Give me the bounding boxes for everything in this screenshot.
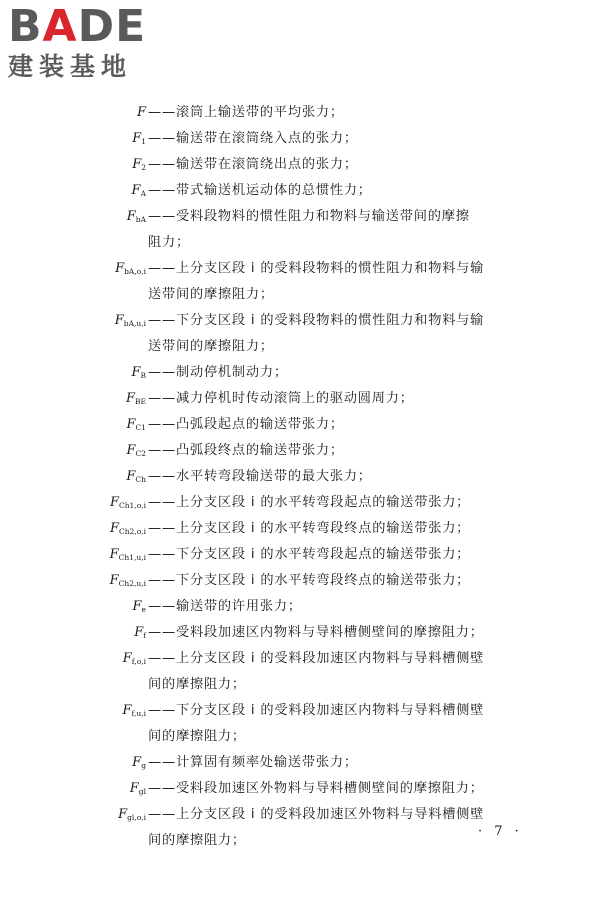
symbol-subscript: gl,o,i [127,813,146,822]
symbol-subscript: B [140,371,146,380]
symbol [0,256,146,282]
definition-line: ——输送带在滚筒绕出点的张力； [148,157,358,172]
definition-row [0,750,600,776]
definition-line: 间的摩擦阻力； [148,677,246,692]
definition-line: 送带间的摩擦阻力； [148,287,274,302]
symbol-subscript: C2 [135,449,146,458]
definition-line: ——受料段物料的惯性阻力和物料与输送带间的摩擦 [148,209,470,224]
symbol-subscript: bA,u,i [123,319,146,328]
symbol [0,386,146,412]
definition-line: ——带式输送机运动体的总惯性力； [148,183,372,198]
logo-letter-a: A [42,1,78,52]
definition-line: ——上分支区段 i 的受料段加速区外物料与导料槽侧壁 [148,807,485,822]
symbol [0,464,146,490]
definition-row [0,204,600,256]
definition-row [0,152,600,178]
definition-row [0,308,600,360]
definition-text [148,204,520,256]
symbol-subscript: bA [135,215,146,224]
definition-text [148,646,520,698]
definition-line: 送带间的摩擦阻力； [148,339,274,354]
definition-line: ——下分支区段 i 的水平转弯段终点的输送带张力； [148,573,471,588]
definition-text [148,360,520,386]
symbol [0,308,146,334]
symbol-letter: F [131,365,141,380]
definition-text [148,776,520,802]
symbol [0,750,146,776]
symbol-letter: F [136,105,146,120]
definition-row [0,516,600,542]
bade-logo [8,1,178,84]
page-number: · 7 · [478,824,523,839]
symbol-letter: F [109,547,119,562]
symbol [0,620,146,646]
symbol-subscript: bA,o,i [124,267,146,276]
definition-line: ——上分支区段 i 的受料段加速区内物料与导料槽侧壁 [148,651,485,666]
symbol-letter: F [114,313,124,328]
definition-text [148,594,520,620]
logo-wordmark [8,1,178,52]
symbol-letter: F [126,209,136,224]
symbol-letter: F [122,651,132,666]
symbol-letter: F [126,443,136,458]
definition-line: ——上分支区段 i 的水平转弯段终点的输送带张力； [148,521,471,536]
symbol [0,100,146,126]
definition-row [0,620,600,646]
definition-line: ——上分支区段 i 的水平转弯段起点的输送带张力； [148,495,471,510]
symbol [0,204,146,230]
definition-line: ——凸弧段终点的输送带张力； [148,443,344,458]
definition-text [148,568,520,594]
symbol [0,490,146,516]
symbol-subscript: Ch2,o,i [118,527,146,536]
definition-row [0,776,600,802]
symbol [0,568,146,594]
definition-line: ——下分支区段 i 的受料段加速区内物料与导料槽侧壁 [148,703,485,718]
symbol-definition-list [0,100,600,854]
definition-text [148,698,520,750]
symbol-subscript: C1 [135,423,146,432]
definition-row [0,594,600,620]
symbol-subscript: 1 [141,137,146,146]
symbol-subscript: Ch1,o,i [118,501,146,510]
definition-line: ——输送带在滚筒绕入点的张力； [148,131,358,146]
definition-line: ——制动停机制动力； [148,365,288,380]
definition-text [148,178,520,204]
symbol [0,178,146,204]
symbol-subscript: f [143,631,146,640]
logo-chinese: 建装基地 [8,52,133,81]
symbol-letter: F [126,469,136,484]
definition-row [0,386,600,412]
definition-line: ——凸弧段起点的输送带张力； [148,417,344,432]
symbol-subscript: 2 [141,163,146,172]
symbol [0,152,146,178]
definition-line: 间的摩擦阻力； [148,833,246,848]
symbol-letter: F [131,183,141,198]
definition-text [148,438,520,464]
symbol-letter: F [109,573,119,588]
symbol [0,776,146,802]
symbol-letter: F [122,703,132,718]
symbol [0,802,146,828]
definition-row [0,438,600,464]
symbol [0,438,146,464]
symbol-subscript: BE [135,397,146,406]
symbol-letter: F [126,417,136,432]
symbol [0,542,146,568]
definition-text [148,386,520,412]
symbol-letter: F [134,625,144,640]
definition-line: ——下分支区段 i 的水平转弯段起点的输送带张力； [148,547,471,562]
symbol-letter: F [125,391,135,406]
definition-text [148,256,520,308]
symbol-letter: F [115,261,125,276]
definition-text [148,126,520,152]
definition-row [0,464,600,490]
definition-line: ——减力停机时传动滚筒上的驱动圆周力； [148,391,414,406]
definition-row [0,256,600,308]
definition-text [148,542,520,568]
definition-row [0,178,600,204]
definition-line: ——输送带的许用张力； [148,599,302,614]
symbol-letter: F [132,131,142,146]
definition-text [148,620,520,646]
definition-line: ——下分支区段 i 的受料段物料的惯性阻力和物料与输 [148,313,485,328]
symbol [0,360,146,386]
symbol-subscript: e [141,605,146,614]
symbol-subscript: g [141,761,146,770]
definition-row [0,126,600,152]
definition-text [148,100,520,126]
definition-text [148,490,520,516]
symbol-subscript: Ch2,u,i [118,579,146,588]
symbol [0,412,146,438]
symbol-letter: F [109,495,119,510]
symbol-letter: F [109,521,119,536]
symbol [0,126,146,152]
definition-row [0,490,600,516]
logo-letters-de: DE [77,1,147,52]
symbol-letter: F [132,755,142,770]
symbol-letter: F [129,781,139,796]
definition-text [148,802,520,854]
symbol-letter: F [132,157,142,172]
symbol [0,594,146,620]
definition-line: ——滚筒上输送带的平均张力； [148,105,344,120]
symbol-subscript: f,o,i [131,657,146,666]
symbol [0,698,146,724]
definition-line: ——受料段加速区外物料与导料槽侧壁间的摩擦阻力； [148,781,484,796]
definition-line: ——水平转弯段输送带的最大张力； [148,469,372,484]
definition-row [0,100,600,126]
symbol-subscript: Ch1,u,i [118,553,146,562]
definition-text [148,308,520,360]
definition-row [0,360,600,386]
definition-line: 阻力； [148,235,190,250]
definition-text [148,516,520,542]
definition-row [0,646,600,698]
definition-row [0,542,600,568]
symbol-subscript: A [140,189,146,198]
definition-text [148,152,520,178]
definition-line: ——计算固有频率处输送带张力； [148,755,358,770]
definition-line: ——受料段加速区内物料与导料槽侧壁间的摩擦阻力； [148,625,484,640]
definition-row [0,698,600,750]
symbol-letter: F [118,807,128,822]
symbol [0,516,146,542]
symbol-subscript: f,u,i [131,709,146,718]
symbol-letter: F [132,599,142,614]
definition-text [148,412,520,438]
definition-row [0,412,600,438]
definition-line: ——上分支区段 i 的受料段物料的惯性阻力和物料与输 [148,261,485,276]
symbol [0,646,146,672]
definition-text [148,464,520,490]
symbol-subscript: Ch [135,475,146,484]
definition-line: 间的摩擦阻力； [148,729,246,744]
definition-text [148,750,520,776]
symbol-subscript: gl [138,787,146,796]
definition-row [0,568,600,594]
logo-letter-b: B [8,1,43,52]
